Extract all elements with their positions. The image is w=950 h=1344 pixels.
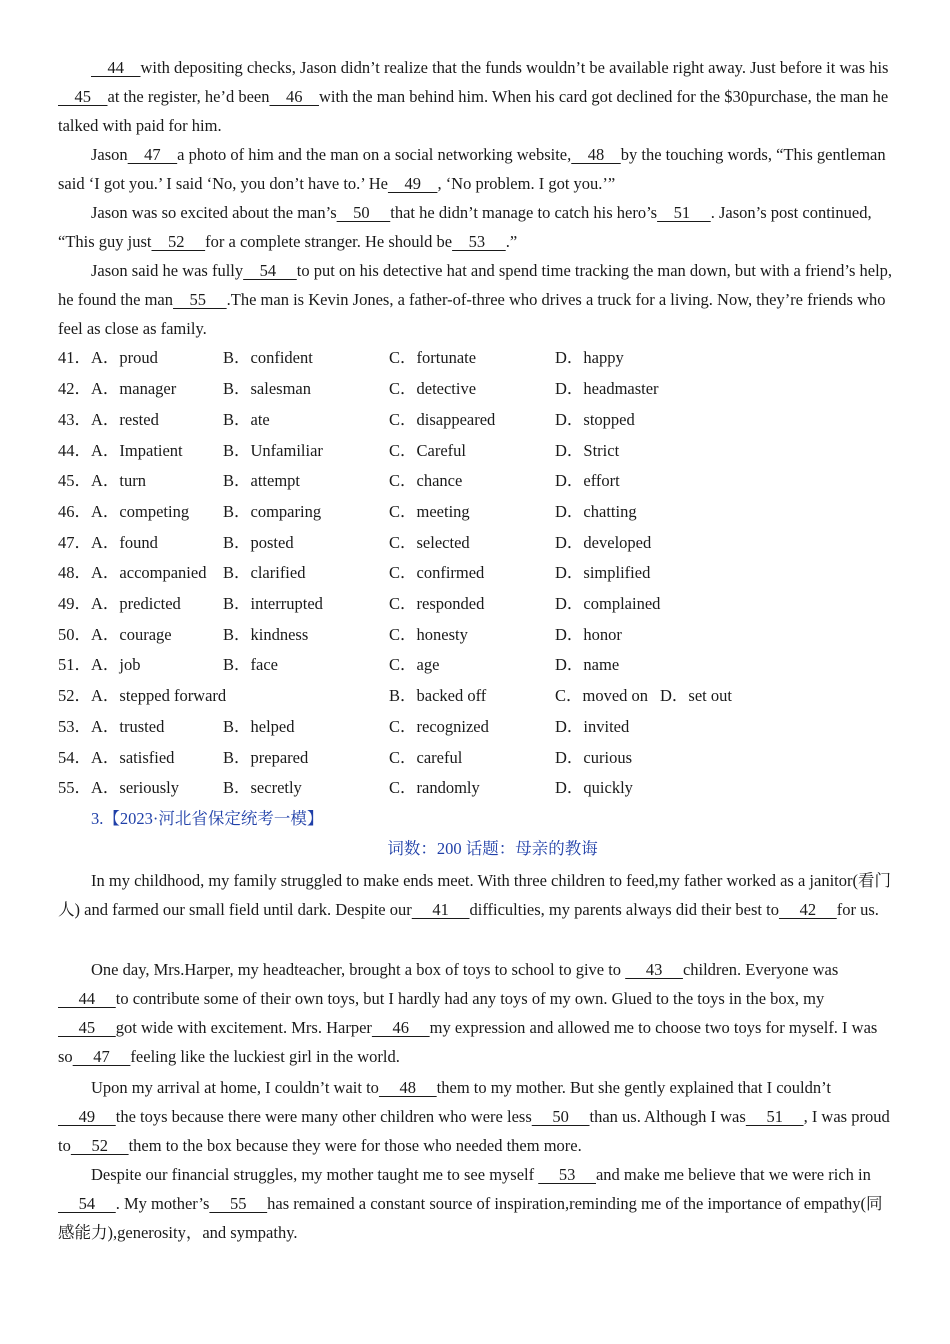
option-row: 48． A．accompanied B．clarified C．confirmed D．simplified: [58, 563, 651, 582]
passage-paragraph: One day, Mrs.Harper, my headteacher, brought a box of toys to school to give to 43 children. Everyone was 44 to contribute some of their own toys, but I hardly had any toys of my own. Glued to the toys in the box, my 45 got wide with excitement. Mrs. Harper 46 my expression and allowed me to choose two toys for myself. I was so 47 feeling like the luckiest girl in the world.: [58, 960, 878, 1066]
section-subheading: 词数：200 话题：母亲的教诲: [387, 839, 598, 858]
answer-blank: 52: [70, 1136, 129, 1155]
option-row: 46． A．competing B．comparing C．meeting D．chatting: [58, 502, 637, 521]
option-row: 49． A．predicted B．interrupted C．responded D．complained: [58, 594, 661, 613]
option-row: 44． A．Impatient B．Unfamiliar C．Careful D．Strict: [58, 441, 620, 460]
answer-blank: 52: [151, 232, 206, 251]
answer-blank: 45: [58, 1018, 116, 1037]
option-row: 47． A．found B．posted C．selected D．developed: [58, 533, 652, 552]
answer-blank: 46: [371, 1018, 430, 1037]
option-row: 55． A．seriously B．secretly C．randomly D．quickly: [58, 778, 633, 797]
answer-blank: 44: [91, 58, 141, 77]
option-row: 54． A．satisfied B．prepared C．careful D．curious: [58, 748, 632, 767]
option-row: 51． A．job B．face C．age D．name: [58, 655, 620, 674]
answer-blank: 42: [778, 900, 837, 919]
answer-blank: 41: [411, 900, 470, 919]
answer-blank: 53: [538, 1165, 596, 1184]
answer-blank: 48: [378, 1078, 437, 1097]
answer-blank: 55: [209, 1194, 268, 1213]
answer-blank: 48: [571, 145, 621, 164]
option-row: 45． A．turn B．attempt C．chance D．effort: [58, 471, 620, 490]
answer-blank: 55: [173, 290, 227, 309]
passage-paragraph: Jason 47 a photo of him and the man on a social networking website, 48 by the touching words, “This gentleman said ‘I got you.’ I said ‘No, you don’t have to.’ He 49 , ‘No problem. I got you.’”: [58, 145, 886, 193]
section-heading: 3.【2023·河北省保定统考一模】: [91, 809, 324, 828]
passage-paragraph: 44 with depositing checks, Jason didn’t realize that the funds wouldn’t be available right away. Just before it was his 45 at the register, he’d been 46 with the man behind him. When his card got declined for the $30purchase, the man he talked with paid for him.: [58, 58, 889, 135]
passage-paragraph: Despite our financial struggles, my mother taught me to see myself 53 and make me believe that we were rich in 54 . My mother’s 55 has remained a constant source of inspiration,reminding me of the importance of empathy(同感能力),generosity，and sympathy.: [58, 1165, 883, 1242]
answer-blank: 54: [243, 261, 297, 280]
answer-blank: 53: [452, 232, 506, 251]
option-row: 41． A．proud B．confident C．fortunate D．happy: [58, 348, 624, 367]
answer-blank: 49: [387, 174, 438, 193]
option-row: 43． A．rested B．ate C．disappeared D．stopped: [58, 410, 635, 429]
answer-blank: 51: [745, 1107, 804, 1126]
passage-paragraph: In my childhood, my family struggled to make ends meet. With three children to feed,my father worked as a janitor(看门人) and farmed our small field until dark. Despite our 41 difficulties, my parents always did their best to 42 for us.: [58, 871, 891, 919]
option-row: 52． A．stepped forward B．backed off C．moved on D．set out: [58, 686, 732, 705]
option-row: 53． A．trusted B．helped C．recognized D．invited: [58, 717, 630, 736]
answer-blank: 47: [72, 1047, 131, 1066]
answer-blank: 54: [58, 1194, 116, 1213]
option-row: 50． A．courage B．kindness C．honesty D．honor: [58, 625, 622, 644]
answer-blank: 47: [127, 145, 178, 164]
option-row: 42． A．manager B．salesman C．detective D．headmaster: [58, 379, 659, 398]
answer-blank: 45: [58, 87, 108, 106]
answer-blank: 44: [58, 989, 116, 1008]
passage-paragraph: Jason was so excited about the man’s 50 that he didn’t manage to catch his hero’s 51 . Jason’s post continued, “This guy just 52 for a complete stranger. He should be 53 .”: [58, 203, 872, 251]
answer-blank: 49: [58, 1107, 116, 1126]
passage-paragraph: Jason said he was fully 54 to put on his detective hat and spend time tracking the man down, but with a friend’s help, he found the man 55 .The man is Kevin Jones, a father-of-three who drives a truck for a living. Now, they’re friends who feel as close as family.: [58, 261, 893, 338]
answer-blank: 43: [625, 960, 683, 979]
answer-blank: 50: [336, 203, 391, 222]
passage-paragraph: Upon my arrival at home, I couldn’t wait to 48 them to my mother. But she gently explained that I couldn’t 49 the toys because there were many other children who were less 50 than us. Although I was 51 , I was proud to 52 them to the box because they were for those who needed them more.: [58, 1078, 890, 1155]
answer-blank: 51: [657, 203, 711, 222]
answer-blank: 50: [531, 1107, 590, 1126]
answer-blank: 46: [269, 87, 319, 106]
